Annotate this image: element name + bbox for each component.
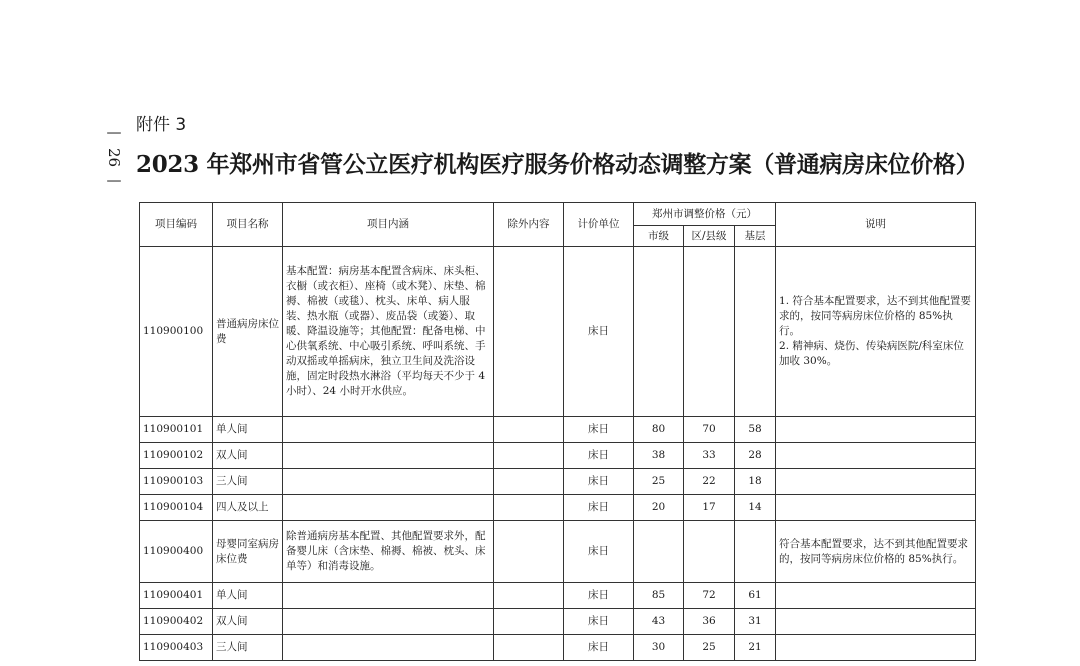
cell-excluded [494, 609, 564, 635]
cell-content [283, 417, 494, 443]
cell-code: 110900100 [140, 247, 213, 417]
price-table [139, 202, 976, 661]
cell-content: 基本配置：病房基本配置含病床、床头柜、衣橱（或衣柜）、座椅（或木凳）、床垫、棉褥、棉被（或毯）、枕头、床单、病人服装、热水瓶（或器）、废品袋（或篓）、取暖、降温设施等；其他配置：配备电梯、中心供氧系统、中心吸引系统、呼叫系统、手动双摇或单摇病床，独立卫生间及洗浴设施，固定时段热水淋浴（平均每天不少于 4 小时）、24 小时开水供应。 [283, 247, 494, 417]
header-city: 市级 [634, 226, 684, 247]
table-row [140, 469, 976, 495]
cell-grassroots: 21 [735, 635, 776, 661]
cell-grassroots: 14 [735, 495, 776, 521]
cell-district: 25 [684, 635, 735, 661]
header-district: 区/县级 [684, 226, 735, 247]
cell-unit: 床日 [564, 521, 634, 583]
table-row [140, 443, 976, 469]
cell-unit: 床日 [564, 247, 634, 417]
cell-grassroots: 28 [735, 443, 776, 469]
cell-code: 110900102 [140, 443, 213, 469]
cell-content [283, 583, 494, 609]
header-unit: 计价单位 [564, 203, 634, 247]
table-row [140, 583, 976, 609]
page-number-dash-bottom: — [106, 171, 122, 189]
cell-excluded [494, 417, 564, 443]
cell-name: 双人间 [213, 443, 283, 469]
cell-district: 33 [684, 443, 735, 469]
cell-unit: 床日 [564, 609, 634, 635]
cell-district: 70 [684, 417, 735, 443]
cell-code: 110900400 [140, 521, 213, 583]
cell-content [283, 495, 494, 521]
header-name: 项目名称 [213, 203, 283, 247]
cell-excluded [494, 247, 564, 417]
cell-name: 母婴同室病房床位费 [213, 521, 283, 583]
cell-notes [776, 583, 976, 609]
header-notes: 说明 [776, 203, 976, 247]
cell-notes [776, 417, 976, 443]
page-number-value: 26 [105, 148, 123, 168]
page-number-dash-top: — [106, 123, 122, 141]
cell-notes [776, 609, 976, 635]
cell-name: 三人间 [213, 469, 283, 495]
cell-excluded [494, 443, 564, 469]
header-excluded: 除外内容 [494, 203, 564, 247]
cell-city: 25 [634, 469, 684, 495]
header-grassroots: 基层 [735, 226, 776, 247]
cell-notes: 1. 符合基本配置要求，达不到其他配置要求的，按同等病房床位价格的 85%执行。 2. 精神病、烧伤、传染病医院/科室床位加收 30%。 [776, 247, 976, 417]
cell-name: 三人间 [213, 635, 283, 661]
cell-unit: 床日 [564, 443, 634, 469]
attachment-label: 附件 3 [136, 115, 187, 135]
cell-notes [776, 635, 976, 661]
cell-city [634, 247, 684, 417]
cell-unit: 床日 [564, 417, 634, 443]
cell-content [283, 443, 494, 469]
cell-content [283, 635, 494, 661]
cell-district: 36 [684, 609, 735, 635]
cell-content: 除普通病房基本配置、其他配置要求外，配备婴儿床（含床垫、棉褥、棉被、枕头、床单等）和消毒设施。 [283, 521, 494, 583]
cell-district [684, 521, 735, 583]
cell-code: 110900403 [140, 635, 213, 661]
cell-district: 17 [684, 495, 735, 521]
cell-grassroots: 61 [735, 583, 776, 609]
table-row [140, 495, 976, 521]
cell-content [283, 469, 494, 495]
cell-code: 110900402 [140, 609, 213, 635]
cell-name: 普通病房床位费 [213, 247, 283, 417]
cell-excluded [494, 521, 564, 583]
cell-name: 双人间 [213, 609, 283, 635]
cell-unit: 床日 [564, 583, 634, 609]
cell-name: 单人间 [213, 417, 283, 443]
cell-code: 110900103 [140, 469, 213, 495]
cell-district: 22 [684, 469, 735, 495]
cell-excluded [494, 583, 564, 609]
cell-content [283, 609, 494, 635]
table-row [140, 417, 976, 443]
cell-excluded [494, 469, 564, 495]
cell-city: 30 [634, 635, 684, 661]
cell-notes: 符合基本配置要求，达不到其他配置要求的，按同等病房床位价格的 85%执行。 [776, 521, 976, 583]
cell-unit: 床日 [564, 495, 634, 521]
cell-code: 110900101 [140, 417, 213, 443]
cell-city [634, 521, 684, 583]
cell-city: 85 [634, 583, 684, 609]
cell-notes [776, 469, 976, 495]
table-row [140, 521, 976, 583]
cell-code: 110900401 [140, 583, 213, 609]
table-row [140, 635, 976, 661]
cell-grassroots [735, 247, 776, 417]
header-price-group: 郑州市调整价格（元） [634, 203, 776, 226]
cell-unit: 床日 [564, 469, 634, 495]
cell-city: 80 [634, 417, 684, 443]
header-content: 项目内涵 [283, 203, 494, 247]
table-row [140, 609, 976, 635]
cell-notes [776, 495, 976, 521]
cell-grassroots: 58 [735, 417, 776, 443]
cell-name: 单人间 [213, 583, 283, 609]
cell-district [684, 247, 735, 417]
cell-district: 72 [684, 583, 735, 609]
document-title: 2023 年郑州市省管公立医疗机构医疗服务价格动态调整方案（普通病房床位价格） [136, 151, 979, 178]
cell-city: 38 [634, 443, 684, 469]
cell-name: 四人及以上 [213, 495, 283, 521]
cell-city: 20 [634, 495, 684, 521]
table-row [140, 247, 976, 417]
cell-grassroots: 18 [735, 469, 776, 495]
cell-unit: 床日 [564, 635, 634, 661]
cell-code: 110900104 [140, 495, 213, 521]
cell-city: 43 [634, 609, 684, 635]
header-code: 项目编码 [140, 203, 213, 247]
cell-excluded [494, 635, 564, 661]
page-number [106, 124, 122, 194]
cell-notes [776, 443, 976, 469]
cell-grassroots [735, 521, 776, 583]
cell-excluded [494, 495, 564, 521]
cell-grassroots: 31 [735, 609, 776, 635]
